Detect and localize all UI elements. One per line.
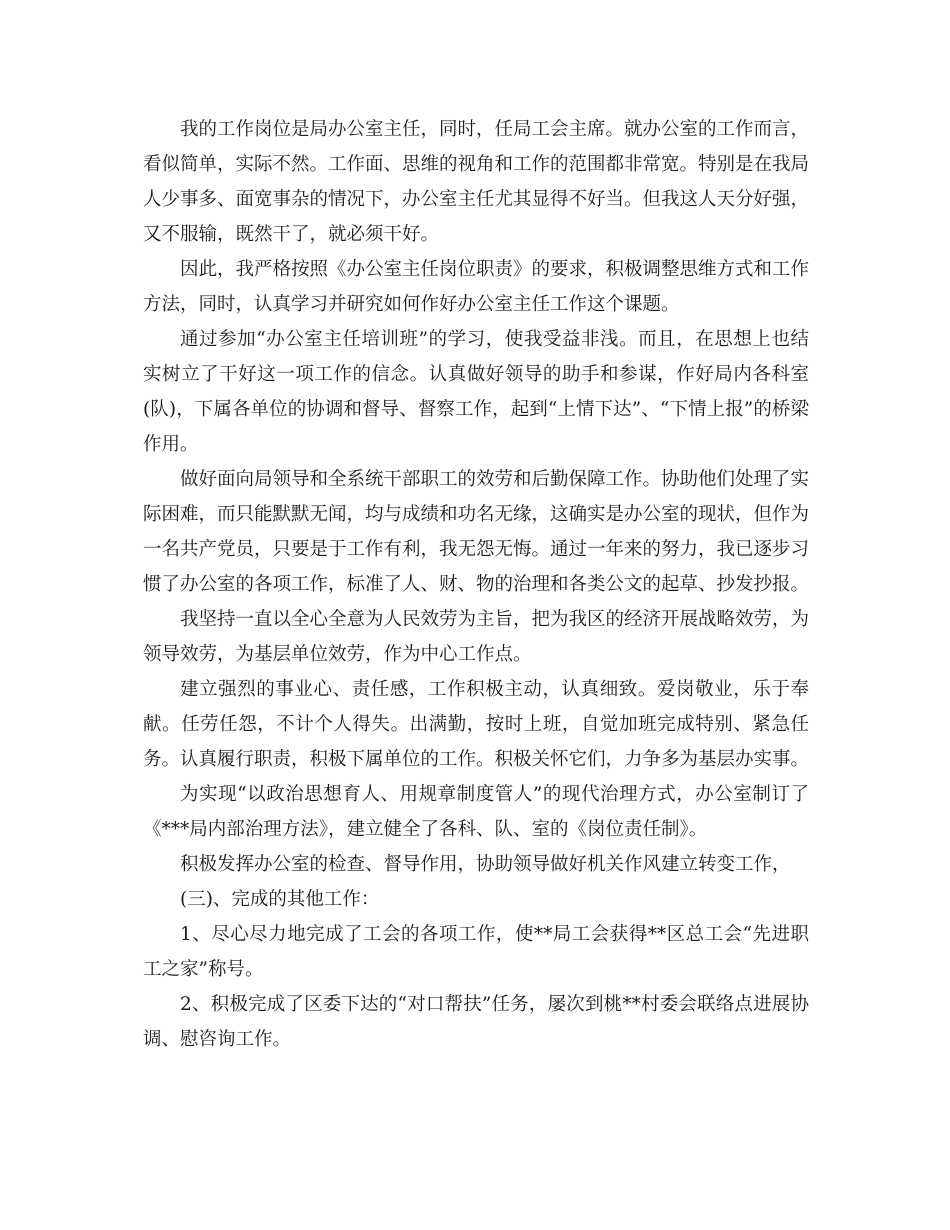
paragraph-6: 建立强烈的事业心、责任感，工作积极主动，认真细致。爱岗敬业，乐于奉献。任劳任怨，不计个人得失。出满勤，按时上班，自觉加班完成特别、紧急任务。认真履行职责，积极下属单位的工作。积极关怀它们，力争多为基层办实事。 [143,679,810,770]
list-item-1: 1、尽心尽力地完成了工会的各项工作，使**局工会获得**区总工会“先进职工之家”称号。 [143,924,809,980]
paragraph-2: 因此，我严格按照《办公室主任岗位职责》的要求，积极调整思维方式和工作方法，同时，认真学习并研究如何作好办公室主任工作这个课题。 [143,259,810,315]
document-body [143,112,809,1057]
section-heading-other-work: (三)、完成的其他工作： [180,889,380,910]
paragraph-5: 我坚持一直以全心全意为人民效劳为主旨，把为我区的经济开展战略效劳，为领导效劳，为基层单位效劳，作为中心工作点。 [143,609,810,665]
paragraph-1: 我的工作岗位是局办公室主任，同时，任局工会主席。就办公室的工作而言，看似简单，实际不然。工作面、思维的视角和工作的范围都非常宽。特别是在我局人少事多、面宽事杂的情况下，办公室主任尤其显得不好当。但我这人天分好强，又不服输，既然干了，就必须干好。 [143,119,810,245]
list-item-2: 2、积极完成了区委下达的“对口帮扶”任务，屡次到桃**村委会联络点进展协调、慰咨询工作。 [143,994,809,1050]
paragraph-7: 为实现“以政治思想育人、用规章制度管人”的现代治理方式，办公室制订了《***局内部治理方法》，建立健全了各科、队、室的《岗位责任制》。 [143,784,809,840]
paragraph-3: 通过参加“办公室主任培训班”的学习，使我受益非浅。而且，在思想上也结实树立了干好这一项工作的信念。认真做好领导的助手和参谋，作好局内各科室(队)，下属各单位的协调和督导、督察工作，起到“上情下达”、“下情上报”的桥梁作用。 [143,329,809,455]
paragraph-4: 做好面向局领导和全系统干部职工的效劳和后勤保障工作。协助他们处理了实际困难，而只能默默无闻，均与成绩和功名无缘，这确实是办公室的现状，但作为一名共产党员，只要是于工作有利，我无怨无悔。通过一年来的努力，我已逐步习惯了办公室的各项工作，标准了人、财、物的治理和各类公文的起草、抄发抄报。 [143,469,810,595]
paragraph-8: 积极发挥办公室的检查、督导作用，协助领导做好机关作风建立转变工作， [180,854,791,875]
